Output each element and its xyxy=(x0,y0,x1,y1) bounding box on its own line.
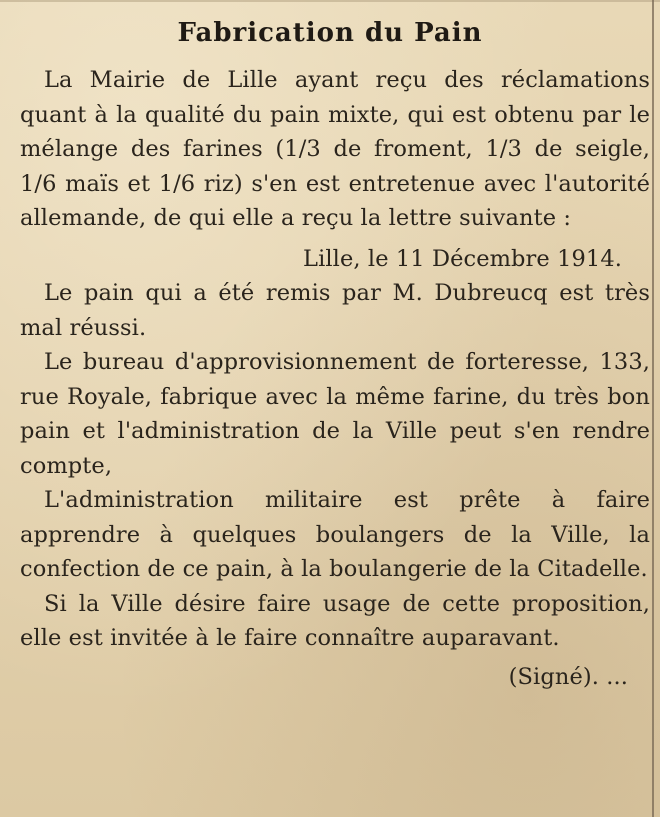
top-edge-rule xyxy=(0,0,660,2)
article-body xyxy=(20,63,650,694)
letter-paragraph-4: Si la Ville désire faire usage de cette proposition, elle est invitée à le faire connaître auparavant. xyxy=(20,590,650,651)
letter-dateline: Lille, le 11 Décembre 1914. xyxy=(303,245,622,272)
intro-paragraph: La Mairie de Lille ayant reçu des réclamations quant à la qualité du pain mixte, qui est obtenu par le mélange des farines (1/3 de froment, 1/3 de seigle, 1/6 maïs et 1/6 riz) s'en est entretenue avec l'autorité allemande, de qui elle a reçu la lettre suivante : xyxy=(20,67,650,231)
letter-paragraph-2: Le bureau d'approvisionnement de forteresse, 133, rue Royale, fabrique avec la même farine, du très bon pain et l'administration de la Ville peut s'en rendre compte, xyxy=(20,349,650,479)
letter-paragraph-1: Le pain qui a été remis par M. Dubreucq est très mal réussi. xyxy=(20,280,650,341)
letter-signature: (Signé). ... xyxy=(508,663,628,690)
column-rule xyxy=(652,0,654,817)
article-title: Fabrication du Pain xyxy=(177,18,483,48)
letter-paragraph-3: L'administration militaire est prête à faire apprendre à quelques boulangers de la Ville, la confection de ce pain, à la boulangerie de la Citadelle. xyxy=(20,487,650,582)
